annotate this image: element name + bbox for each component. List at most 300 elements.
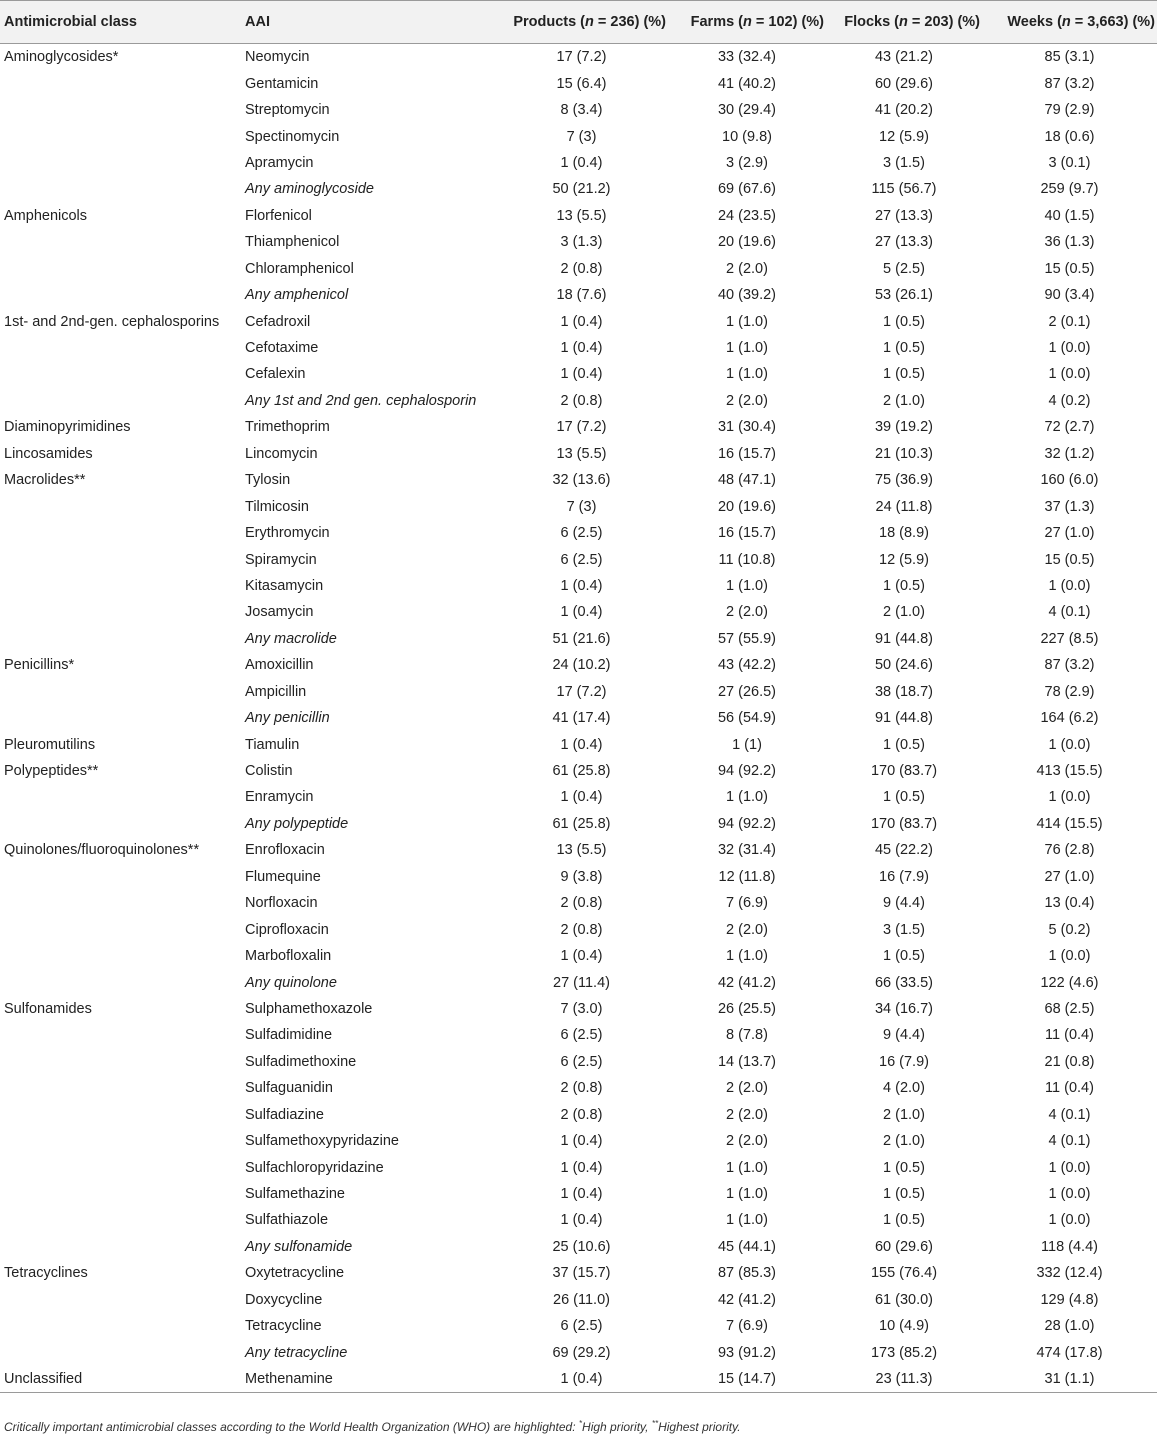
cell-products: 1 (0.4) [560,1212,603,1229]
cell-farms: 15 (14.7) [668,1366,826,1393]
cell-aai: Marbofloxalin [245,948,332,965]
cell-farms: 1 (1.0) [726,313,768,330]
header-farms-post: = 102) (%) [751,14,824,30]
cell-weeks: 1 (0.0) [1048,1186,1091,1203]
cell-antimicrobial-class: Sulfonamides [4,1000,92,1017]
cell-antimicrobial-class [0,1102,245,1128]
cell-flocks: 173 (85.2) [870,1344,938,1361]
cell-flocks: 1 (0.5) [883,366,925,383]
cell-aai: Any 1st and 2nd gen. cephalosporin [245,392,477,409]
cell-products: 1 (0.4) [560,366,603,383]
header-flocks-n: n [899,14,908,30]
cell-flocks: 23 (11.3) [826,1366,982,1393]
cell-flocks: 53 (26.1) [874,287,934,304]
cell-flocks: 2 (1.0) [883,1133,925,1150]
cell-farms: 7 (6.9) [726,1318,768,1335]
cell-aai: Any aminoglycoside [245,181,374,198]
cell-antimicrobial-class [0,864,245,890]
cell-aai: Flumequine [245,868,321,885]
cell-farms: 42 (41.2) [717,974,777,991]
cell-aai: Any polypeptide [245,815,349,832]
cell-flocks: 1 (0.5) [883,577,925,594]
footnote-text: Critically important antimicrobial classes according to the World Health Organization (WHO) are highlighted: [4,1420,579,1434]
cell-products: 1 (0.4) [560,789,603,806]
cell-weeks: 11 (0.4) [1045,1027,1094,1044]
cell-products: 1 (0.4) [560,1133,603,1150]
cell-products: 1 (0.4) [560,604,603,621]
cell-antimicrobial-class [0,1154,245,1180]
cell-flocks: 1 (0.5) [883,340,925,357]
table-row [0,1234,1157,1260]
cell-products: 6 (2.5) [560,1027,603,1044]
cell-flocks: 24 (11.8) [875,498,933,515]
cell-aai: Cefadroxil [245,313,311,330]
header-weeks-post: = 3,663) (%) [1070,14,1155,30]
cell-products: 26 (11.0) [553,1291,610,1308]
cell-antimicrobial-class [0,150,245,176]
cell-products: 61 (25.8) [552,763,611,780]
cell-flocks: 2 (1.0) [883,604,925,621]
cell-flocks: 1 (0.5) [883,1212,925,1229]
cell-weeks: 15 (0.5) [1044,551,1095,568]
header-farms-n: n [743,14,752,30]
cell-antimicrobial-class: 1st- and 2nd-gen. cephalosporins [4,313,220,330]
cell-flocks: 60 (29.6) [874,75,934,92]
cell-products: 1 (0.4) [560,1159,603,1176]
cell-aai: Sulfadimethoxine [245,1053,357,1070]
table-row [0,996,1157,1022]
cell-aai: Gentamicin [245,75,319,92]
cell-antimicrobial-class [0,1313,245,1339]
cell-antimicrobial-class [0,1128,245,1154]
cell-aai: Oxytetracycline [245,1265,345,1282]
cell-products: 13 (5.5) [556,842,607,859]
cell-products: 6 (2.5) [560,1053,603,1070]
cell-aai: Cefotaxime [245,340,319,357]
cell-aai: Trimethoprim [245,419,330,436]
cell-flocks: 12 (5.9) [879,551,929,568]
cell-antimicrobial-class [0,546,245,572]
cell-farms: 45 (44.1) [717,1238,777,1255]
table-row [0,388,1157,414]
cell-farms: 57 (55.9) [717,630,777,647]
cell-flocks: 18 (8.9) [879,525,929,542]
cell-weeks: 15 (0.5) [1044,260,1095,277]
header-row [0,1,1157,44]
cell-antimicrobial-class [0,599,245,625]
table-row [0,1181,1157,1207]
cell-weeks: 21 (0.8) [1044,1053,1095,1070]
cell-products: 25 (10.6) [552,1238,611,1255]
cell-antimicrobial-class [0,1049,245,1075]
table-row [0,97,1157,123]
cell-farms: 43 (42.2) [717,657,777,674]
table-row [0,573,1157,599]
cell-weeks: 87 (3.2) [1044,75,1095,92]
cell-weeks: 227 (8.5) [1040,630,1099,647]
cell-farms: 11 (10.8) [718,551,776,568]
cell-farms: 2 (2.0) [726,604,768,621]
cell-aai: Cefalexin [245,366,306,383]
header-farms [668,1,826,44]
cell-products: 9 (3.8) [560,868,603,885]
table-row [0,1260,1157,1286]
cell-farms: 42 (41.2) [717,1291,777,1308]
cell-weeks: 1 (0.0) [1048,1159,1091,1176]
cell-weeks: 414 (15.5) [1036,815,1103,832]
cell-antimicrobial-class: Polypeptides** [4,763,99,780]
cell-aai: Tilmicosin [245,498,309,515]
cell-products: 6 (2.5) [560,551,603,568]
cell-farms: 32 (31.4) [717,842,777,859]
cell-weeks: 36 (1.3) [1044,234,1095,251]
cell-products: 1 (0.4) [560,340,603,357]
cell-products: 2 (0.8) [560,260,603,277]
cell-flocks: 1 (0.5) [883,1159,925,1176]
cell-weeks: 1 (0.0) [1048,736,1091,753]
cell-flocks: 34 (16.7) [874,1000,934,1017]
cell-farms: 87 (85.3) [717,1265,777,1282]
cell-aai: Florfenicol [245,207,312,224]
table-row [0,203,1157,229]
cell-flocks: 21 (10.3) [874,445,934,462]
table-row [0,229,1157,255]
cell-aai: Amoxicillin [245,657,314,674]
cell-antimicrobial-class [0,679,245,705]
header-aai-label: AAI [245,14,270,30]
cell-aai: Chloramphenicol [245,260,354,277]
cell-antimicrobial-class: Unclassified [0,1366,245,1393]
cell-antimicrobial-class [0,70,245,96]
cell-products: 17 (7.2) [556,49,607,66]
cell-weeks: 5 (0.2) [1048,921,1091,938]
table-row [0,679,1157,705]
footnote-high-marker: * [578,1419,583,1428]
cell-flocks: 16 (7.9) [879,1053,929,1070]
cell-flocks: 1 (0.5) [883,948,925,965]
cell-farms: 40 (39.2) [717,287,777,304]
cell-farms: 30 (29.4) [717,102,777,119]
cell-weeks: 79 (2.9) [1044,102,1095,119]
cell-weeks: 129 (4.8) [1040,1291,1099,1308]
cell-flocks: 4 (2.0) [883,1080,925,1097]
cell-flocks: 1 (0.5) [883,313,925,330]
table-row [0,1022,1157,1048]
cell-antimicrobial-class [0,493,245,519]
cell-products: 61 (25.8) [552,815,611,832]
table-row [0,1102,1157,1128]
header-products-pre: Products ( [513,14,586,30]
cell-products: 1 (0.4) [560,1186,603,1203]
cell-flocks: 50 (24.6) [874,657,934,674]
header-flocks-post: = 203) (%) [907,14,980,30]
cell-flocks: 60 (29.6) [874,1238,934,1255]
cell-flocks: 41 (20.2) [874,102,934,119]
cell-farms: 26 (25.5) [717,1000,777,1017]
cell-weeks: 28 (1.0) [1044,1318,1095,1335]
table-row [0,837,1157,863]
cell-flocks: 43 (21.2) [874,49,934,66]
cell-flocks: 27 (13.3) [874,207,934,224]
cell-flocks: 38 (18.7) [874,683,934,700]
table-row [0,1366,1157,1393]
cell-flocks: 1 (0.5) [883,736,925,753]
cell-weeks: 1 (0.0) [1048,948,1091,965]
cell-flocks: 91 (44.8) [874,710,934,727]
table-row [0,493,1157,519]
table-row [0,1207,1157,1233]
cell-flocks: 16 (7.9) [879,868,929,885]
table-row [0,890,1157,916]
cell-flocks: 1 (0.5) [883,1186,925,1203]
table-row [0,150,1157,176]
header-aai [245,1,495,44]
cell-antimicrobial-class [0,176,245,202]
cell-flocks: 115 (56.7) [871,181,937,198]
table-row [0,1049,1157,1075]
header-class-label: Antimicrobial class [4,14,137,30]
table-row [0,784,1157,810]
cell-flocks: 2 (1.0) [883,1106,925,1123]
cell-antimicrobial-class: Quinolones/fluoroquinolones** [4,842,200,859]
cell-flocks: 12 (5.9) [879,128,929,145]
cell-antimicrobial-class: Amphenicols [4,207,88,224]
cell-aai: Sulfachloropyridazine [245,1159,384,1176]
cell-products: 1 (0.4) [560,948,603,965]
cell-products: 6 (2.5) [560,1318,603,1335]
cell-flocks: 155 (76.4) [870,1265,938,1282]
cell-antimicrobial-class [0,1287,245,1313]
table-row [0,520,1157,546]
cell-products: 2 (0.8) [560,895,603,912]
table-row [0,123,1157,149]
header-farms-pre: Farms ( [690,14,744,30]
cell-antimicrobial-class [0,335,245,361]
cell-farms: 20 (19.6) [717,234,777,251]
table-row [0,1287,1157,1313]
cell-products: 1 (0.4) [560,577,603,594]
cell-aai: Neomycin [245,49,310,66]
cell-antimicrobial-class [0,943,245,969]
cell-aai: Spectinomycin [245,128,340,145]
cell-products: 2 (0.8) [560,1080,603,1097]
cell-weeks: 37 (1.3) [1044,498,1095,515]
cell-aai: Thiamphenicol [245,234,340,251]
cell-weeks: 72 (2.7) [1044,419,1095,436]
cell-aai: Any quinolone [245,974,337,991]
header-antimicrobial-class [0,1,245,44]
cell-farms: 41 (40.2) [717,75,777,92]
cell-products: 69 (29.2) [552,1344,611,1361]
cell-products: 1 (0.4) [560,154,603,171]
table-body [0,44,1157,1393]
cell-flocks: 170 (83.7) [870,815,938,832]
cell-weeks: 78 (2.9) [1044,683,1095,700]
cell-farms: 94 (92.2) [717,815,777,832]
cell-aai: Norfloxacin [245,895,318,912]
cell-antimicrobial-class: Diaminopyrimidines [4,419,131,436]
cell-products: 1 (0.4) [560,736,603,753]
table-row [0,705,1157,731]
cell-aai: Ampicillin [245,683,307,700]
cell-aai: Sulfathiazole [245,1212,329,1229]
table-row [0,1154,1157,1180]
cell-weeks: 413 (15.5) [1036,763,1103,780]
cell-antimicrobial-class [0,1207,245,1233]
cell-antimicrobial-class [0,1339,245,1365]
cell-products: 27 (11.4) [553,974,610,991]
table-row [0,811,1157,837]
cell-flocks: 3 (1.5) [883,921,925,938]
cell-weeks: 164 (6.2) [1040,710,1099,727]
cell-weeks: 40 (1.5) [1044,207,1095,224]
table-row [0,1128,1157,1154]
header-weeks-pre: Weeks ( [1007,14,1062,30]
table-row [0,731,1157,757]
table-row [0,361,1157,387]
cell-antimicrobial-class [0,811,245,837]
cell-farms: 12 (11.8) [718,868,776,885]
cell-weeks: 87 (3.2) [1044,657,1095,674]
table-row [0,1075,1157,1101]
cell-products: 3 (1.3) [560,234,603,251]
cell-products: 51 (21.6) [552,630,611,647]
cell-flocks: 91 (44.8) [874,630,934,647]
cell-aai: Spiramycin [245,551,317,568]
cell-farms: 1 (1.0) [726,340,768,357]
header-flocks [826,1,982,44]
cell-weeks: 3 (0.1) [1048,154,1091,171]
cell-farms: 27 (26.5) [717,683,777,700]
cell-products: 2 (0.8) [560,392,603,409]
cell-flocks: 1 (0.5) [883,789,925,806]
table-row [0,652,1157,678]
cell-flocks: 5 (2.5) [883,260,925,277]
cell-antimicrobial-class [0,916,245,942]
cell-farms: 3 (2.9) [726,154,768,171]
cell-aai: Streptomycin [245,102,330,119]
cell-farms: 1 (1.0) [726,1212,768,1229]
cell-flocks: 75 (36.9) [874,472,934,489]
header-weeks-n: n [1061,14,1071,30]
cell-products: 6 (2.5) [560,525,603,542]
cell-aai: Lincomycin [245,445,318,462]
table-row [0,916,1157,942]
cell-weeks: 90 (3.4) [1044,287,1095,304]
cell-products: 15 (6.4) [556,75,607,92]
header-products [495,1,668,44]
cell-flocks: 10 (4.9) [879,1318,929,1335]
cell-weeks: 32 (1.2) [1044,445,1095,462]
cell-weeks: 2 (0.1) [1048,313,1091,330]
cell-products: 18 (7.6) [556,287,607,304]
table-row [0,758,1157,784]
cell-antimicrobial-class: Tetracyclines [4,1265,88,1282]
table-row [0,308,1157,334]
cell-weeks: 1 (0.0) [1048,577,1091,594]
table-row [0,44,1157,71]
cell-aai: Sulfadiazine [245,1106,324,1123]
cell-aai: Any macrolide [245,630,337,647]
cell-products: 1 (0.4) [560,313,603,330]
cell-farms: 2 (2.0) [726,1133,768,1150]
table-row [0,1339,1157,1365]
table-row [0,414,1157,440]
cell-antimicrobial-class [0,626,245,652]
cell-farms: 7 (6.9) [726,895,768,912]
cell-farms: 1 (1.0) [726,366,768,383]
cell-antimicrobial-class [0,784,245,810]
cell-weeks: 11 (0.4) [1045,1080,1094,1097]
cell-weeks: 160 (6.0) [1040,472,1099,489]
cell-aai: Any amphenicol [245,287,349,304]
cell-farms: 16 (15.7) [717,525,777,542]
cell-weeks: 18 (0.6) [1044,128,1095,145]
cell-antimicrobial-class [0,97,245,123]
cell-weeks: 474 (17.8) [1036,1344,1103,1361]
cell-antimicrobial-class [0,1022,245,1048]
cell-aai: Erythromycin [245,525,330,542]
cell-weeks: 332 (12.4) [1036,1265,1103,1282]
cell-aai: Kitasamycin [245,577,324,594]
cell-antimicrobial-class [0,1181,245,1207]
cell-weeks: 27 (1.0) [1044,525,1095,542]
cell-weeks: 4 (0.1) [1048,1133,1091,1150]
cell-antimicrobial-class [0,969,245,995]
cell-aai: Sulfaguanidin [245,1080,333,1097]
cell-weeks: 68 (2.5) [1044,1000,1095,1017]
cell-flocks: 9 (4.4) [883,895,925,912]
cell-farms: 1 (1.0) [726,948,768,965]
cell-aai: Enrofloxacin [245,842,325,859]
cell-aai: Colistin [245,763,293,780]
table-row [0,256,1157,282]
cell-farms: 1 (1.0) [726,1159,768,1176]
table-row [0,282,1157,308]
cell-farms: 1 (1.0) [726,577,768,594]
cell-farms: 2 (2.0) [726,1106,768,1123]
cell-products: 2 (0.8) [560,921,603,938]
cell-farms: 33 (32.4) [717,49,777,66]
cell-farms: 1 (1) [732,736,762,753]
cell-farms: 1 (1.0) [726,1186,768,1203]
table-row [0,969,1157,995]
footnote-high-label: High priority, [582,1420,652,1434]
cell-antimicrobial-class [0,388,245,414]
cell-antimicrobial-class: Penicillins* [4,657,75,674]
table-row [0,599,1157,625]
cell-aai: Ciprofloxacin [245,921,329,938]
table-row [0,441,1157,467]
cell-antimicrobial-class [0,890,245,916]
cell-aai: Any sulfonamide [245,1238,353,1255]
cell-products: 32 (13.6) [552,472,611,489]
cell-aai: Doxycycline [245,1291,323,1308]
cell-farms: 31 (30.4) [717,419,777,436]
cell-farms: 56 (54.9) [717,710,777,727]
footnote-highest-marker: ** [651,1419,659,1428]
cell-antimicrobial-class [0,229,245,255]
cell-antimicrobial-class [0,1075,245,1101]
cell-weeks: 4 (0.1) [1048,604,1091,621]
cell-antimicrobial-class [0,256,245,282]
cell-farms: 14 (13.7) [717,1053,777,1070]
cell-aai: Tiamulin [245,736,300,753]
cell-farms: 1 (1.0) [726,789,768,806]
cell-flocks: 61 (30.0) [874,1291,934,1308]
cell-flocks: 39 (19.2) [874,419,934,436]
cell-weeks: 4 (0.2) [1048,392,1091,409]
